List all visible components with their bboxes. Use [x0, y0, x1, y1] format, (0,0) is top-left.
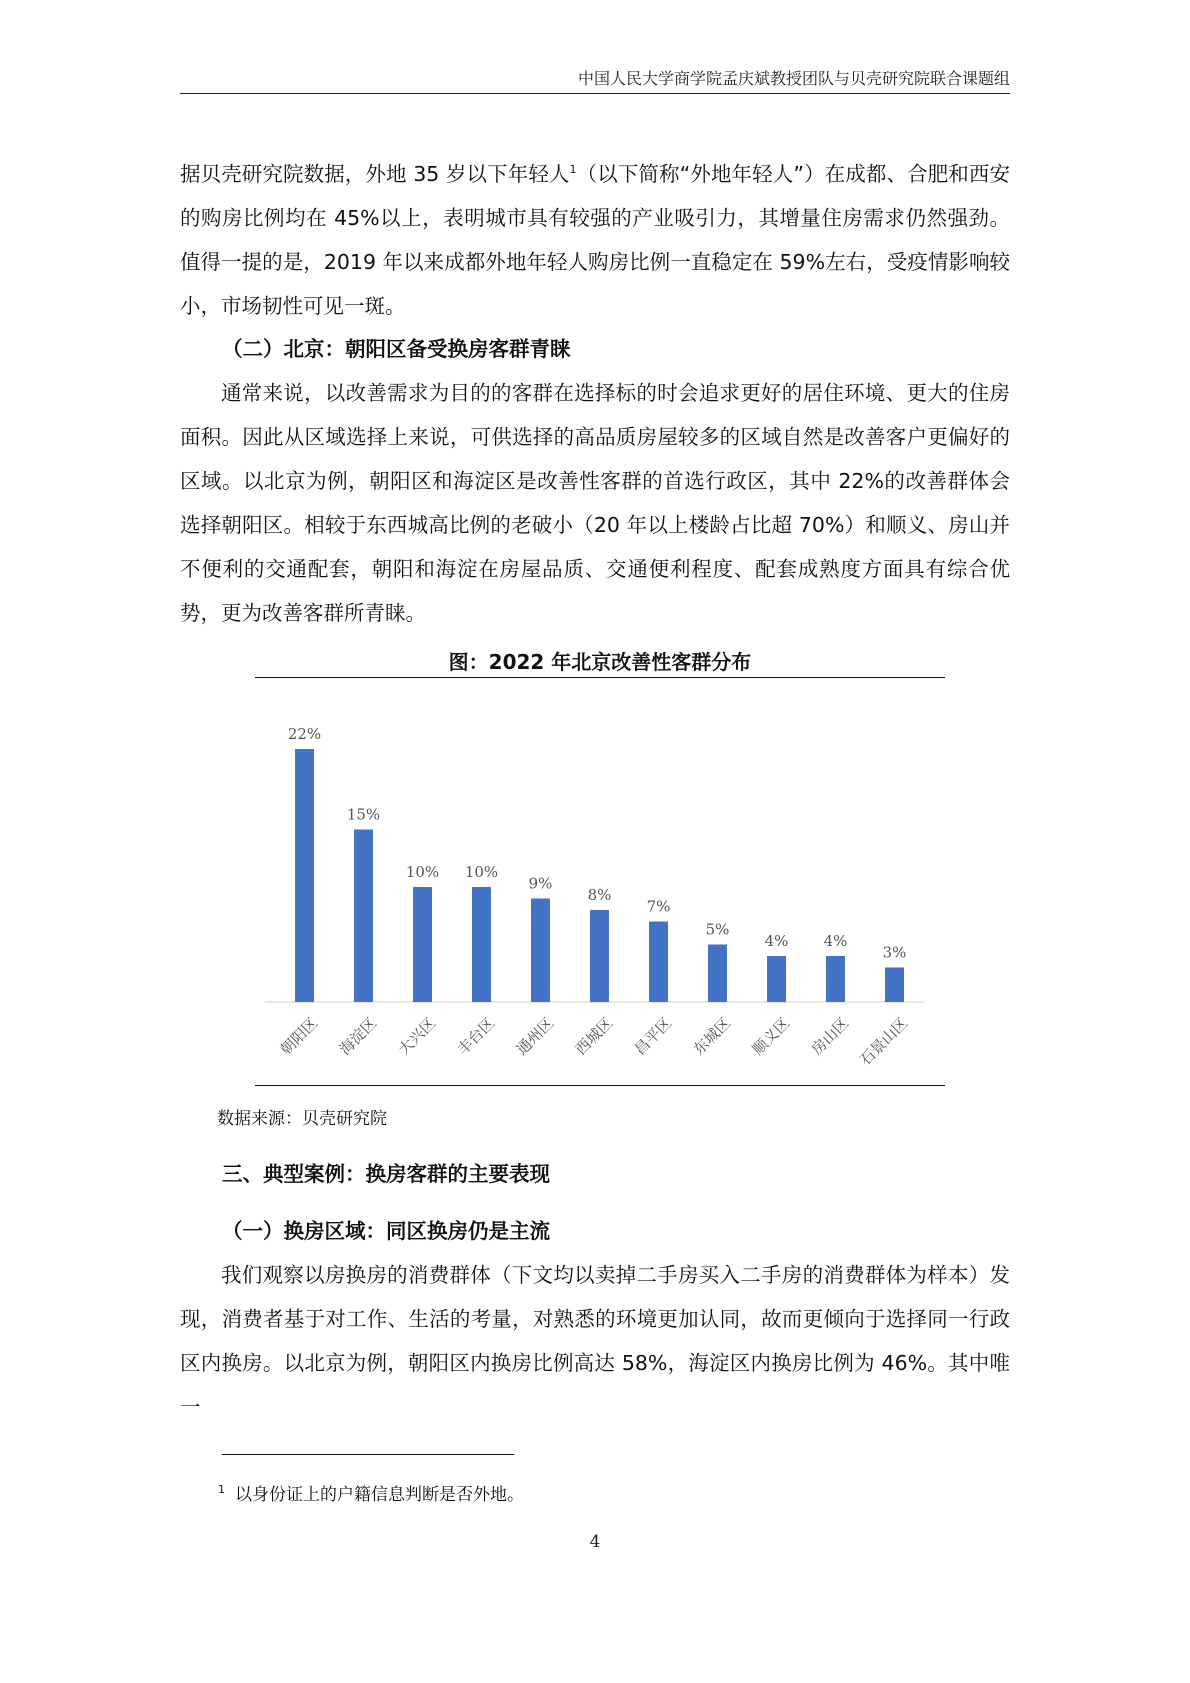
- running-header: 中国人民大学商学院孟庆斌教授团队与贝壳研究院联合课题组: [577, 69, 1010, 88]
- data-label-9: 4%: [823, 932, 848, 950]
- data-label-0: 22%: [287, 725, 322, 743]
- intro-paragraph: [180, 152, 1010, 328]
- category-label-2: 大兴区: [394, 1014, 440, 1059]
- intro-text-2: （以下简称“外地年轻人”）在成都、合肥和西安的购房比例均在 45%以上，表明城市具有较强的产业吸引力，其增量住房需求仍然强劲。值得一提的是，2019 年以来成都外地年轻人购房比例一直稳定在 59%左右，受疫情影响较小，市场韧性可见一斑。: [180, 162, 1010, 318]
- bar-6: [649, 922, 668, 1003]
- footnote-number: 1: [218, 1483, 225, 1497]
- section-heading-beijing: （二）北京：朝阳区备受换房客群青睐: [222, 337, 571, 361]
- bar-4: [531, 899, 550, 1003]
- bar-9: [826, 956, 845, 1002]
- beijing-paragraph: [180, 371, 1010, 635]
- bar-0: [295, 749, 314, 1002]
- category-label-6: 昌平区: [630, 1014, 676, 1059]
- bar-5: [590, 910, 609, 1002]
- section-heading-cases: 三、典型案例：换房客群的主要表现: [222, 1162, 550, 1186]
- footnote-text: 以身份证上的户籍信息判断是否外地。: [235, 1485, 524, 1505]
- beijing-paragraph-text: 通常来说，以改善需求为目的的客群在选择标的时会追求更好的居住环境、更大的住房面积。因此从区域选择上来说，可供选择的高品质房屋较多的区域自然是改善客户更偏好的区域。以北京为例，朝阳区和海淀区是改善性客群的首选行政区，其中 22%的改善群体会选择朝阳区。相较于东西城高比例的老破小（20 年以上楼龄占比超 70%）和顺义、房山并不便利的交通配套，朝阳和海淀在房屋品质、交通便利程度、配套成熟度方面具有综合优势，更为改善客群所青睐。: [180, 381, 1010, 625]
- data-label-4: 9%: [528, 874, 553, 893]
- footnote-rule: [222, 1454, 514, 1455]
- category-label-4: 通州区: [512, 1014, 558, 1059]
- section-heading-region: （一）换房区域：同区换房仍是主流: [222, 1219, 550, 1243]
- category-label-8: 顺义区: [748, 1014, 794, 1059]
- bar-8: [767, 956, 786, 1002]
- category-label-5: 西城区: [571, 1014, 617, 1059]
- category-label-9: 房山区: [807, 1014, 853, 1059]
- footnote: [218, 1480, 524, 1505]
- category-label-10: 石景山区: [856, 1014, 912, 1070]
- data-label-8: 4%: [764, 932, 789, 950]
- intro-text-1: 据贝壳研究院数据，外地 35 岁以下年轻人: [180, 162, 570, 186]
- bar-1: [354, 830, 373, 1003]
- chart-source: 数据来源：贝壳研究院: [217, 1109, 387, 1129]
- bar-10: [885, 968, 904, 1003]
- bar-chart: [255, 680, 945, 1085]
- chart-bottom-rule: [255, 1085, 945, 1086]
- category-label-7: 东城区: [689, 1014, 735, 1059]
- bar-7: [708, 945, 727, 1003]
- bar-2: [413, 887, 432, 1002]
- header-rule: [180, 93, 1010, 94]
- category-label-0: 朝阳区: [276, 1014, 322, 1059]
- category-label-1: 海淀区: [335, 1014, 381, 1059]
- chart-title: 图：2022 年北京改善性客群分布: [448, 650, 752, 674]
- region-paragraph-text: 我们观察以房换房的消费群体（下文均以卖掉二手房买入二手房的消费群体为样本）发现，消费者基于对工作、生活的考量，对熟悉的环境更加认同，故而更倾向于选择同一行政区内换房。以北京为例，朝阳区内换房比例高达 58%，海淀区内换房比例为 46%。其中唯一: [180, 1263, 1010, 1419]
- data-label-5: 8%: [587, 886, 612, 904]
- page-number: 4: [589, 1532, 601, 1552]
- data-label-3: 10%: [464, 863, 499, 881]
- chart-top-rule: [255, 677, 945, 678]
- region-paragraph: [180, 1253, 1010, 1429]
- bar-3: [472, 887, 491, 1002]
- data-label-6: 7%: [646, 897, 671, 916]
- data-label-1: 15%: [346, 805, 381, 824]
- data-label-10: 3%: [882, 943, 907, 962]
- data-label-2: 10%: [405, 863, 440, 881]
- footnote-ref[interactable]: 1: [569, 163, 577, 177]
- data-label-7: 5%: [705, 920, 730, 939]
- category-label-3: 丰台区: [453, 1014, 499, 1059]
